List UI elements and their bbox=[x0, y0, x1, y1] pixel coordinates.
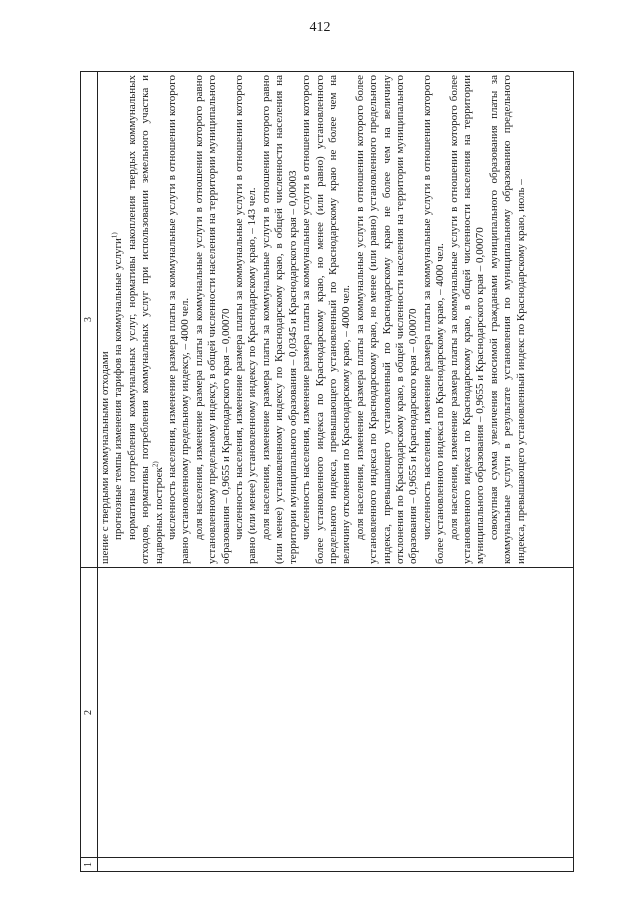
table-body-row bbox=[98, 72, 574, 872]
paragraph-text: доля населения, изменение размера платы за коммунальные услуги в отношении которого более установленного индекса по Краснодарскому краю, но менее (или равно) установленного предельного индекса, превышающего установленный по Краснодарскому краю не более чем на величину отклонения по Краснодарскому краю, в общей численности населения на территории муниципального образования – 0,9655 и Краснодарского края – 0,00070 bbox=[353, 75, 420, 564]
paragraph bbox=[233, 75, 260, 564]
paragraph-text: доля населения, изменение размера платы за коммунальные услуги в отношении которого равно установленному предельному индексу, в общей численности населения на территории муниципального образования – 0,9655 и Краснодарского края – 0,00070 bbox=[192, 75, 232, 564]
footnote-marker: 1) bbox=[110, 232, 119, 239]
paragraph-text: шение с твердыми коммунальными отходами bbox=[99, 351, 111, 564]
paragraph bbox=[99, 75, 112, 564]
indicator-text bbox=[98, 72, 528, 567]
column-2-cell bbox=[98, 568, 574, 858]
paragraph-text: совокупная сумма увеличения вносимой гражданами муниципального образования платы за коммунальные услуги в результате установления по муниципальному образованию предельного индекса, превышающего установленный индекс по Краснодарскому краю, июль – bbox=[487, 75, 527, 564]
paragraph bbox=[126, 75, 166, 564]
paragraph-text: доля населения, изменение размера платы за коммунальные услуги в отношении которого равно (или менее) установленному индексу по Краснодарскому краю, в общей численности населения на территории муниципального образования – 0,0345 и Краснодарского края – 0,00003 bbox=[259, 75, 299, 564]
rotated-table-container bbox=[80, 72, 574, 872]
paragraph bbox=[421, 75, 448, 564]
paragraph-text: численность населения, изменение размера платы за коммунальные услуги в отношении которого равно (или менее) установленному индексу по Краснодарскому краю, – 143 чел. bbox=[233, 75, 259, 564]
table-header-row bbox=[81, 72, 98, 872]
header-cell-3: 3 bbox=[81, 72, 98, 568]
paragraph-text: численность населения, изменение размера платы за коммунальные услуги в отношении которого более установленного индекса по Краснодарскому краю, – 4000 чел. bbox=[420, 75, 447, 564]
paragraph-text: численность населения, изменение размера платы за коммунальные услуги в отношении которого равно установленному предельному индексу, – 4000 чел. bbox=[166, 75, 192, 564]
paragraph bbox=[354, 75, 421, 564]
footnote-marker: 2) bbox=[150, 461, 159, 468]
column-1-cell bbox=[98, 858, 574, 872]
header-cell-1: 1 bbox=[81, 858, 98, 872]
paragraph bbox=[488, 75, 528, 564]
paragraph bbox=[193, 75, 233, 564]
paragraph bbox=[448, 75, 488, 564]
page-number: 412 bbox=[309, 20, 331, 35]
document-table bbox=[80, 71, 574, 872]
paragraph bbox=[260, 75, 300, 564]
paragraph bbox=[112, 75, 125, 564]
column-3-cell bbox=[98, 72, 574, 568]
paragraph-text: нормативы потребления коммунальных услуг, нормативы накопления твердых коммунальных отходов, нормативы потребления коммунальных услуг при использовании земельного участка и надворных построек bbox=[125, 75, 165, 564]
header-cell-2: 2 bbox=[81, 568, 98, 858]
paragraph bbox=[166, 75, 193, 564]
paragraph-text: доля населения, изменение размера платы за коммунальные услуги в отношении которого более установленного индекса по Краснодарскому краю, в общей численности населения на территории муниципального образования – 0,9655 и Краснодарского края – 0,00070 bbox=[447, 75, 487, 564]
paragraph-text: численность населения, изменение размера платы за коммунальные услуги в отношении которого более установленного индекса по Краснодарскому краю, но менее (или равно) установленного предельного индекса, превышающего установленный по Краснодарскому краю не более чем на величину отклонения по Краснодарскому краю, – 4000 чел. bbox=[300, 75, 353, 564]
paragraph bbox=[300, 75, 354, 564]
paragraph-text: прогнозные темпы изменения тарифов на коммунальные услуги bbox=[112, 238, 125, 540]
